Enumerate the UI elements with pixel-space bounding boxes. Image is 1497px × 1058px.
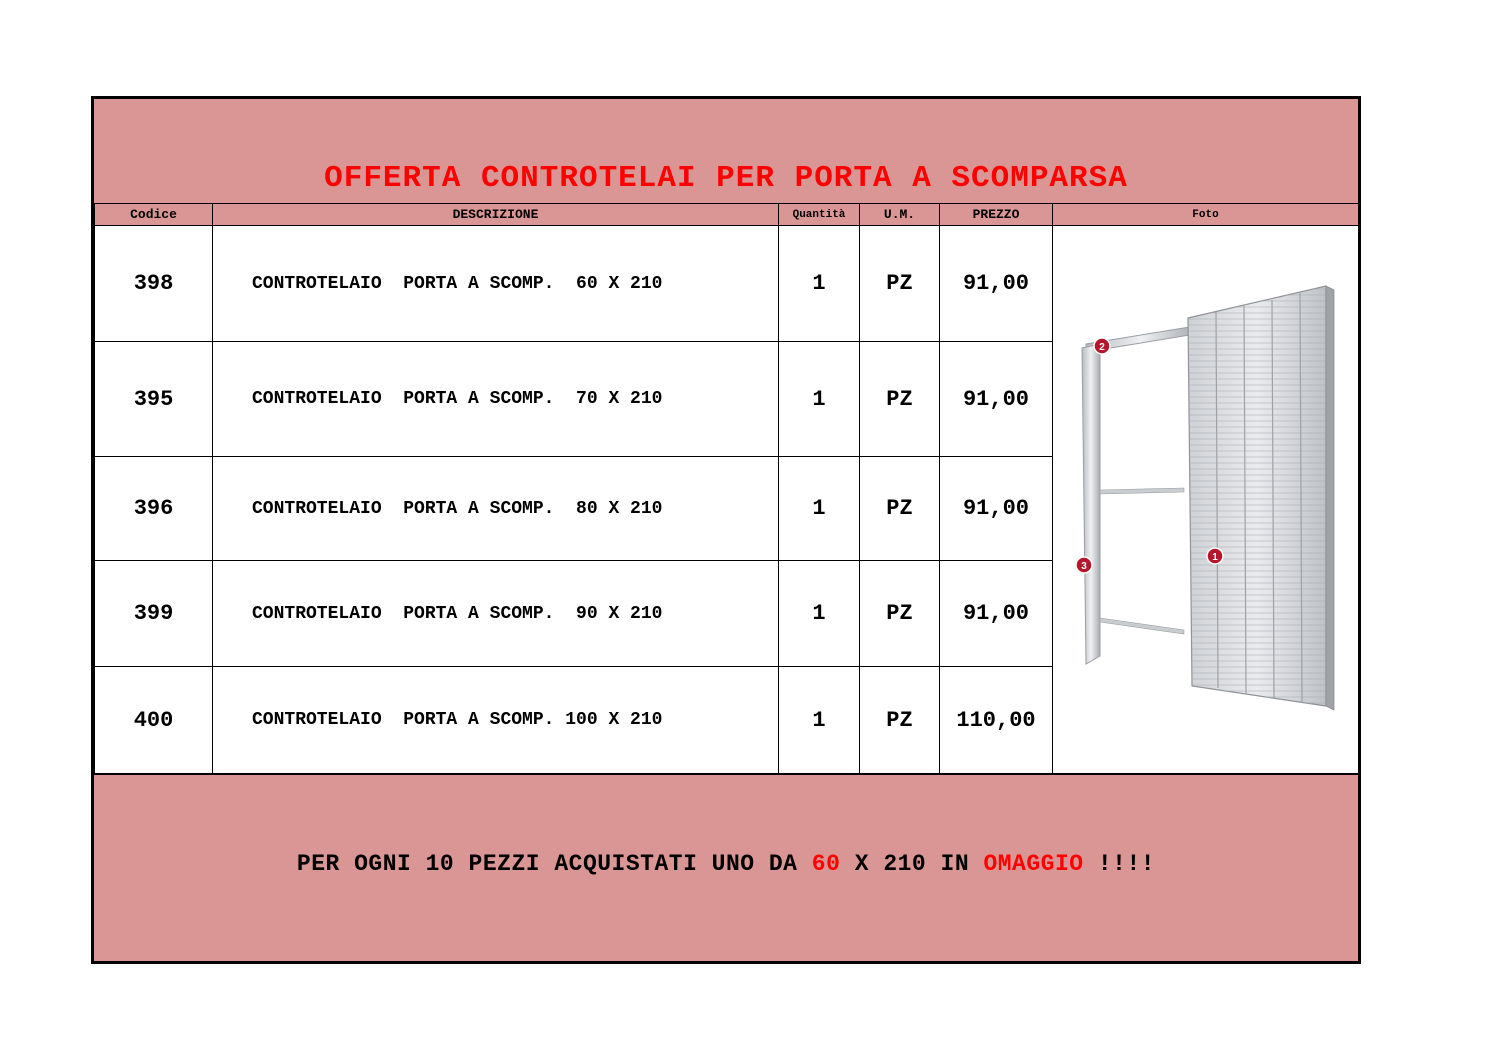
marker-2 (1094, 338, 1110, 354)
promo-size-highlight: 60 (811, 851, 841, 877)
product-unit: PZ (860, 226, 940, 342)
product-description: CONTROTELAIO PORTA A SCOMP. 70 X 210 (213, 342, 779, 457)
promo-part-1: PER OGNI 10 PEZZI ACQUISTATI UNO DA (296, 851, 812, 877)
product-price: 91,00 (940, 226, 1053, 342)
marker-3 (1076, 557, 1092, 573)
panel-side (1326, 286, 1334, 710)
lower-crossbar (1100, 618, 1184, 634)
product-description: CONTROTELAIO PORTA A SCOMP. 100 X 210 (213, 667, 779, 774)
product-quantity: 1 (779, 667, 860, 774)
product-photo-cell (1053, 226, 1359, 774)
promo-part-3: !!!! (1083, 851, 1156, 877)
page-title: OFFERTA CONTROTELAI PER PORTA A SCOMPARSA (324, 161, 1128, 196)
product-description: CONTROTELAIO PORTA A SCOMP. 60 X 210 (213, 226, 779, 342)
table-row (95, 226, 1359, 342)
product-price: 91,00 (940, 457, 1053, 561)
product-unit: PZ (860, 342, 940, 457)
header-photo: Foto (1053, 204, 1359, 226)
product-code: 395 (95, 342, 213, 457)
promo-part-2: X 210 IN (840, 851, 984, 877)
product-code: 400 (95, 667, 213, 774)
product-quantity: 1 (779, 342, 860, 457)
marker-1 (1207, 548, 1223, 564)
product-code: 398 (95, 226, 213, 342)
product-quantity: 1 (779, 457, 860, 561)
product-price: 110,00 (940, 667, 1053, 774)
product-quantity: 1 (779, 226, 860, 342)
product-code: 399 (95, 561, 213, 667)
title-band (94, 99, 1358, 203)
product-unit: PZ (860, 667, 940, 774)
table-header-row (95, 204, 1359, 226)
header-code: Codice (95, 204, 213, 226)
product-unit: PZ (860, 457, 940, 561)
pocket-door-frame-photo (1056, 226, 1356, 766)
product-unit: PZ (860, 561, 940, 667)
promo-band (94, 773, 1358, 961)
product-code: 396 (95, 457, 213, 561)
header-quantity: Quantità (779, 204, 860, 226)
product-description: CONTROTELAIO PORTA A SCOMP. 90 X 210 (213, 561, 779, 667)
header-unit: U.M. (860, 204, 940, 226)
left-post (1082, 344, 1100, 664)
promo-gift-highlight: OMAGGIO (983, 851, 1084, 877)
svg-text:3: 3 (1080, 561, 1087, 572)
offer-sheet (91, 96, 1361, 964)
svg-text:1: 1 (1211, 552, 1218, 563)
product-quantity: 1 (779, 561, 860, 667)
product-description: CONTROTELAIO PORTA A SCOMP. 80 X 210 (213, 457, 779, 561)
header-price: PREZZO (940, 204, 1053, 226)
product-price: 91,00 (940, 561, 1053, 667)
svg-text:2: 2 (1098, 342, 1105, 353)
price-table (94, 203, 1359, 774)
header-description: DESCRIZIONE (213, 204, 779, 226)
promo-text (94, 851, 1358, 877)
product-price: 91,00 (940, 342, 1053, 457)
middle-crossbar (1100, 488, 1184, 494)
